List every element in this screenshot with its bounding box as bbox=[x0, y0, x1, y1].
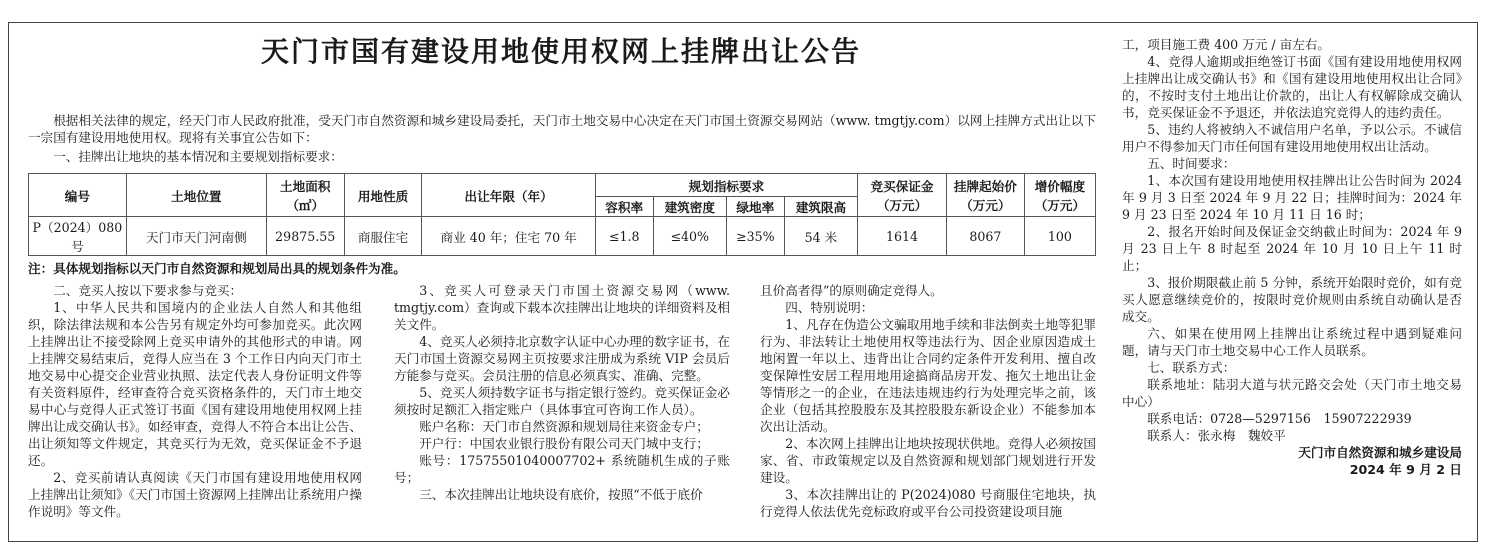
col3-paragraph: 1、凡存在伪造公文骗取用地手续和非法倒卖土地等犯罪行为、非法转让土地使用权等违法行为、因企业原因造成土地闲置一年以上、违背出让合同约定条件开发利用、擅自改变保障性安居工程用地用途搞商品房开发、拖欠土地出让金等情形之一的企业，在违法违规违约行为处理完毕之前，该企业（包括其控股股东及其控股股东新设企业）不能参加本次出让活动。 bbox=[760, 317, 1096, 434]
col3-paragraph: 且价高者得”的原则确定竞得人。 bbox=[760, 283, 943, 298]
table-row bbox=[29, 217, 1096, 256]
intro-paragraph: 根据相关法律的规定，经天门市人民政府批准，受天门市自然资源和城乡建设局委托，天门市土地交易中心决定在天门市国土资源交易网站（www. tmgtjy.com）以网上挂牌方式出让以下一宗国有建设用地使用权。现将有关事宜公告如下： bbox=[28, 113, 1096, 145]
header-area: 土地面积（㎡） bbox=[266, 174, 344, 217]
cell-term: 商业 40 年；住宅 70 年 bbox=[422, 217, 595, 256]
table-note: 注：具体规划指标以天门市自然资源和规划局出具的规划条件为准。 bbox=[28, 261, 406, 276]
land-parcel-table bbox=[28, 173, 1096, 256]
cell-density: ≤40% bbox=[653, 217, 726, 256]
header-use: 用地性质 bbox=[344, 174, 422, 217]
cell-height: 54 米 bbox=[784, 217, 857, 256]
header-id: 编号 bbox=[29, 174, 127, 217]
contact-person: 联系人：张永梅 魏姣平 bbox=[1147, 428, 1286, 443]
column-1 bbox=[28, 282, 362, 520]
header-density: 建筑密度 bbox=[653, 197, 726, 217]
signature-org: 天门市自然资源和城乡建设局 bbox=[1298, 445, 1462, 460]
cell-location: 天门市天门河南侧 bbox=[126, 217, 266, 256]
header-start-price: 挂牌起始价（万元） bbox=[946, 174, 1024, 217]
page-title: 天门市国有建设用地使用权网上挂牌出让公告 bbox=[260, 35, 861, 68]
col4-paragraph: 七、联系方式： bbox=[1147, 360, 1236, 375]
col2-paragraph: 3、竞买人可登录天门市国土资源交易网（www. tmgtjy.com）查询或下载本次挂牌出让地块的详细资料及相关文件。 bbox=[394, 283, 730, 332]
col4-paragraph: 五、时间要求： bbox=[1147, 156, 1236, 171]
col1-paragraph: 二、竞买人按以下要求参与竞买： bbox=[53, 283, 243, 298]
col2-paragraph: 4、竞买人必须持北京数字认证中心办理的数字证书，在天门市国土资源交易网主页按要求注册成为系统 VIP 会员后方能参与竞买。会员注册的信息必须真实、准确、完整。 bbox=[394, 334, 730, 383]
col4-paragraph: 工，项目施工费 400 万元 / 亩左右。 bbox=[1122, 37, 1331, 52]
col1-paragraph: 1、中华人民共和国境内的企业法人自然人和其他组织，除法律法规和本公告另有规定外均可参加竞买。此次网上挂牌出让不接受除网上竞买申请外的其他形式的申请。网上挂牌交易结束后，竞得人应当在 3 个工作日内向天门市土地交易中心提交企业营业执照、法定代表人身份证明文件等有关资料原件，经审查符合竞买资格条件的，天门市土地交易中心与竞得人正式签订书面《国有建设用地使用权网上挂牌出让成交确认书》。如经审查，竞得人不符合本出让公告、出让须知等文件规定，其竞买行为无效，竞买保证金不予退还。 bbox=[28, 300, 362, 468]
cell-increment: 100 bbox=[1024, 217, 1095, 256]
cell-area: 29875.55 bbox=[266, 217, 344, 256]
col2-paragraph: 开户行：中国农业银行股份有限公司天门城中支行； bbox=[419, 436, 709, 451]
contact-phone: 联系电话：0728—5297156 15907222939 bbox=[1147, 411, 1412, 426]
col4-paragraph: 2、报名开始时间及保证金交纳截止时间为：2024 年 9 月 23 日上午 8 时起至 2024 年 10 月 10 日上午 11 时止； bbox=[1122, 224, 1462, 273]
cell-deposit: 1614 bbox=[858, 217, 947, 256]
col2-paragraph: 5、竞买人须持数字证书与指定银行签约。竞买保证金必须按时足额汇入指定账户（具体事宜可咨询工作人员）。 bbox=[394, 385, 730, 417]
cell-far: ≤1.8 bbox=[595, 217, 653, 256]
col4-paragraph: 4、竞得人逾期或拒绝签订书面《国有建设用地使用权网上挂牌出让成交确认书》和《国有建设用地使用权出让合同》的，不按时支付土地出让价款的，出让人有权解除成交确认书，竞买保证金不予退还，并依法追究竞得人的违约责任。 bbox=[1122, 54, 1462, 120]
col4-paragraph: 5、违约人将被纳入不诚信用户名单，予以公示。不诚信用户不得参加天门市任何国有建设用地使用权出让活动。 bbox=[1122, 122, 1462, 154]
signature-date: 2024 年 9 月 2 日 bbox=[1349, 462, 1462, 477]
header-green: 绿地率 bbox=[726, 197, 784, 217]
column-2 bbox=[394, 282, 730, 503]
col4-paragraph: 1、本次国有建设用地使用权挂牌出让公告时间为 2024 年 9 月 3 日至 2024 年 9 月 22 日；挂牌时间为：2024 年 9 月 23 日至 2024 年 10 月 11 日 16 时； bbox=[1122, 173, 1462, 222]
col3-paragraph: 四、特别说明： bbox=[785, 300, 874, 315]
col2-paragraph: 账户名称：天门市自然资源和规划局往来资金专户； bbox=[419, 419, 709, 434]
column-4 bbox=[1122, 36, 1462, 478]
contact-address: 联系地址：陆羽大道与状元路交会处（天门市土地交易中心） bbox=[1122, 377, 1462, 409]
col4-paragraph: 3、报价期限截止前 5 分钟，系统开始限时竞价，如有竞买人愿意继续竞价的，按限时竞价规则由系统自动确认是否成交。 bbox=[1122, 275, 1462, 324]
col2-paragraph: 账号：17575501040007702+ 系统随机生成的子账号； bbox=[394, 453, 730, 485]
section1-heading: 一、挂牌出让地块的基本情况和主要规划指标要求： bbox=[53, 149, 343, 164]
header-far: 容积率 bbox=[595, 197, 653, 217]
header-deposit: 竞买保证金（万元） bbox=[858, 174, 947, 217]
cell-start-price: 8067 bbox=[946, 217, 1024, 256]
header-increment: 增价幅度（万元） bbox=[1024, 174, 1095, 217]
col3-paragraph: 2、本次网上挂牌出让地块按现状供地。竞得人必须按国家、省、市政策规定以及自然资源和规划部门规划进行开发建设。 bbox=[760, 436, 1096, 485]
cell-green: ≥35% bbox=[726, 217, 784, 256]
header-term: 出让年限（年） bbox=[422, 174, 595, 217]
header-location: 土地位置 bbox=[126, 174, 266, 217]
col4-paragraph: 六、如果在使用网上挂牌出让系统过程中遇到疑难问题，请与天门市土地交易中心工作人员联系。 bbox=[1122, 326, 1462, 358]
column-3 bbox=[760, 282, 1096, 520]
header-height: 建筑限高 bbox=[784, 197, 857, 217]
col3-paragraph: 3、本次挂牌出让的 P(2024)080 号商服住宅地块，执行竞得人依法优先竞标政府或平台公司投资建设项目施 bbox=[760, 487, 1096, 519]
cell-use: 商服住宅 bbox=[344, 217, 422, 256]
header-planning: 规划指标要求 bbox=[595, 174, 857, 197]
cell-id: P（2024）080 号 bbox=[29, 217, 127, 256]
col2-paragraph: 三、本次挂牌出让地块设有底价，按照“不低于底价 bbox=[419, 487, 703, 502]
col1-paragraph: 2、竞买前请认真阅读《天门市国有建设用地使用权网上挂牌出让须知》《天门市国土资源网上挂牌出让系统用户操作说明》等文件。 bbox=[28, 470, 362, 519]
